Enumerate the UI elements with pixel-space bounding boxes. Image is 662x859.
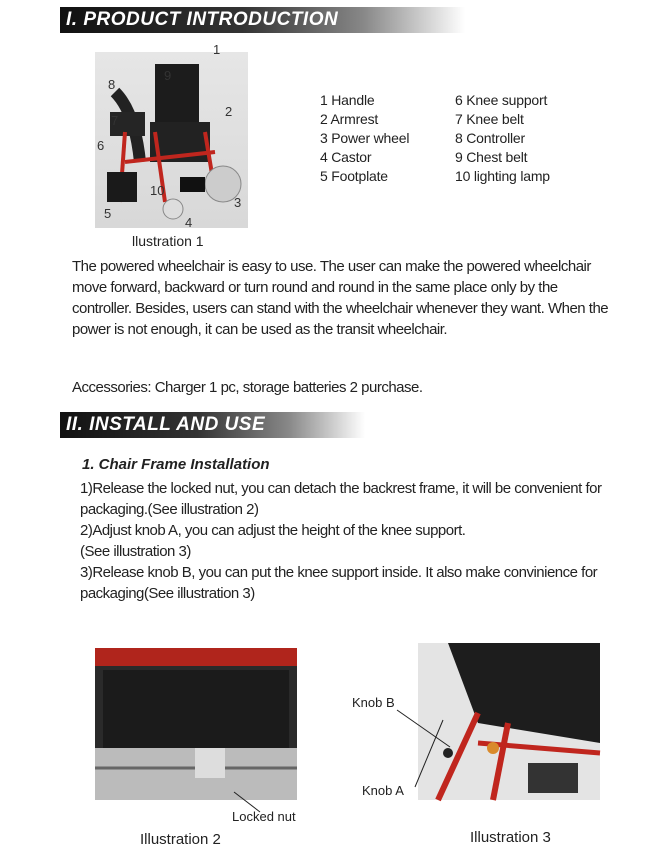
callout-8: 8	[108, 77, 116, 92]
backrest-photo	[95, 648, 297, 800]
accessories-text: Accessories: Charger 1 pc, storage batteries 2 purchase.	[72, 379, 423, 396]
wheelchair-image	[95, 52, 248, 228]
section-header-install-and-use	[60, 412, 365, 438]
illustration-3-caption: Illustration 3	[470, 829, 551, 846]
part-item: 3 Power wheel	[320, 130, 410, 146]
wheelchair-photo	[95, 42, 248, 230]
callout-10: 10	[150, 183, 165, 198]
callout-7: 7	[111, 113, 119, 128]
knob-a-label: Knob A	[362, 783, 404, 798]
part-item: 6 Knee support	[455, 92, 548, 108]
product-description: The powered wheelchair is easy to use. The user can make the powered wheelchair move forward, backward or turn round and round in the same place only by the controller. Besides, users can stand with the wheelchair whenever they want. When the power is not enough, it can be used as the transit wheelchair.	[72, 258, 609, 338]
section-title: II. INSTALL AND USE	[66, 414, 266, 435]
installation-steps: 1)Release the locked nut, you can detach the backrest frame, it will be convenient for packaging.(See illustration 2) 2)Adjust knob A, you can adjust the height of the knee support. (See illustration 3) 3)Release knob B, you can put the knee support inside. It also make convinience for packaging(See illustration 3)	[80, 480, 602, 602]
section-header-product-introduction	[60, 7, 465, 33]
part-item: 1 Handle	[320, 92, 375, 108]
backrest-image	[95, 648, 297, 800]
knob-b-label: Knob B	[352, 695, 395, 710]
part-item: 10 lighting lamp	[455, 168, 550, 184]
callout-2: 2	[225, 104, 233, 119]
knob-pointers	[395, 705, 455, 795]
part-item: 4 Castor	[320, 149, 372, 165]
part-item: 9 Chest belt	[455, 149, 528, 165]
parts-list-right	[455, 91, 550, 186]
locked-nut-label: Locked nut	[232, 809, 296, 824]
callout-1: 1	[213, 42, 221, 57]
callout-9: 9	[164, 68, 172, 83]
callout-4: 4	[185, 215, 193, 230]
illustration-2-caption: Illustration 2	[140, 831, 221, 848]
part-item: 7 Knee belt	[455, 111, 524, 127]
part-item: 8 Controller	[455, 130, 525, 146]
callout-6: 6	[97, 138, 105, 153]
callout-3: 3	[234, 195, 242, 210]
callout-5: 5	[104, 206, 112, 221]
part-item: 5 Footplate	[320, 168, 388, 184]
subsection-title: 1. Chair Frame Installation	[82, 456, 270, 473]
illustration-1-caption: llustration 1	[132, 233, 204, 249]
section-title: I. PRODUCT INTRODUCTION	[66, 9, 339, 30]
part-item: 2 Armrest	[320, 111, 379, 127]
parts-list-left	[320, 91, 409, 186]
